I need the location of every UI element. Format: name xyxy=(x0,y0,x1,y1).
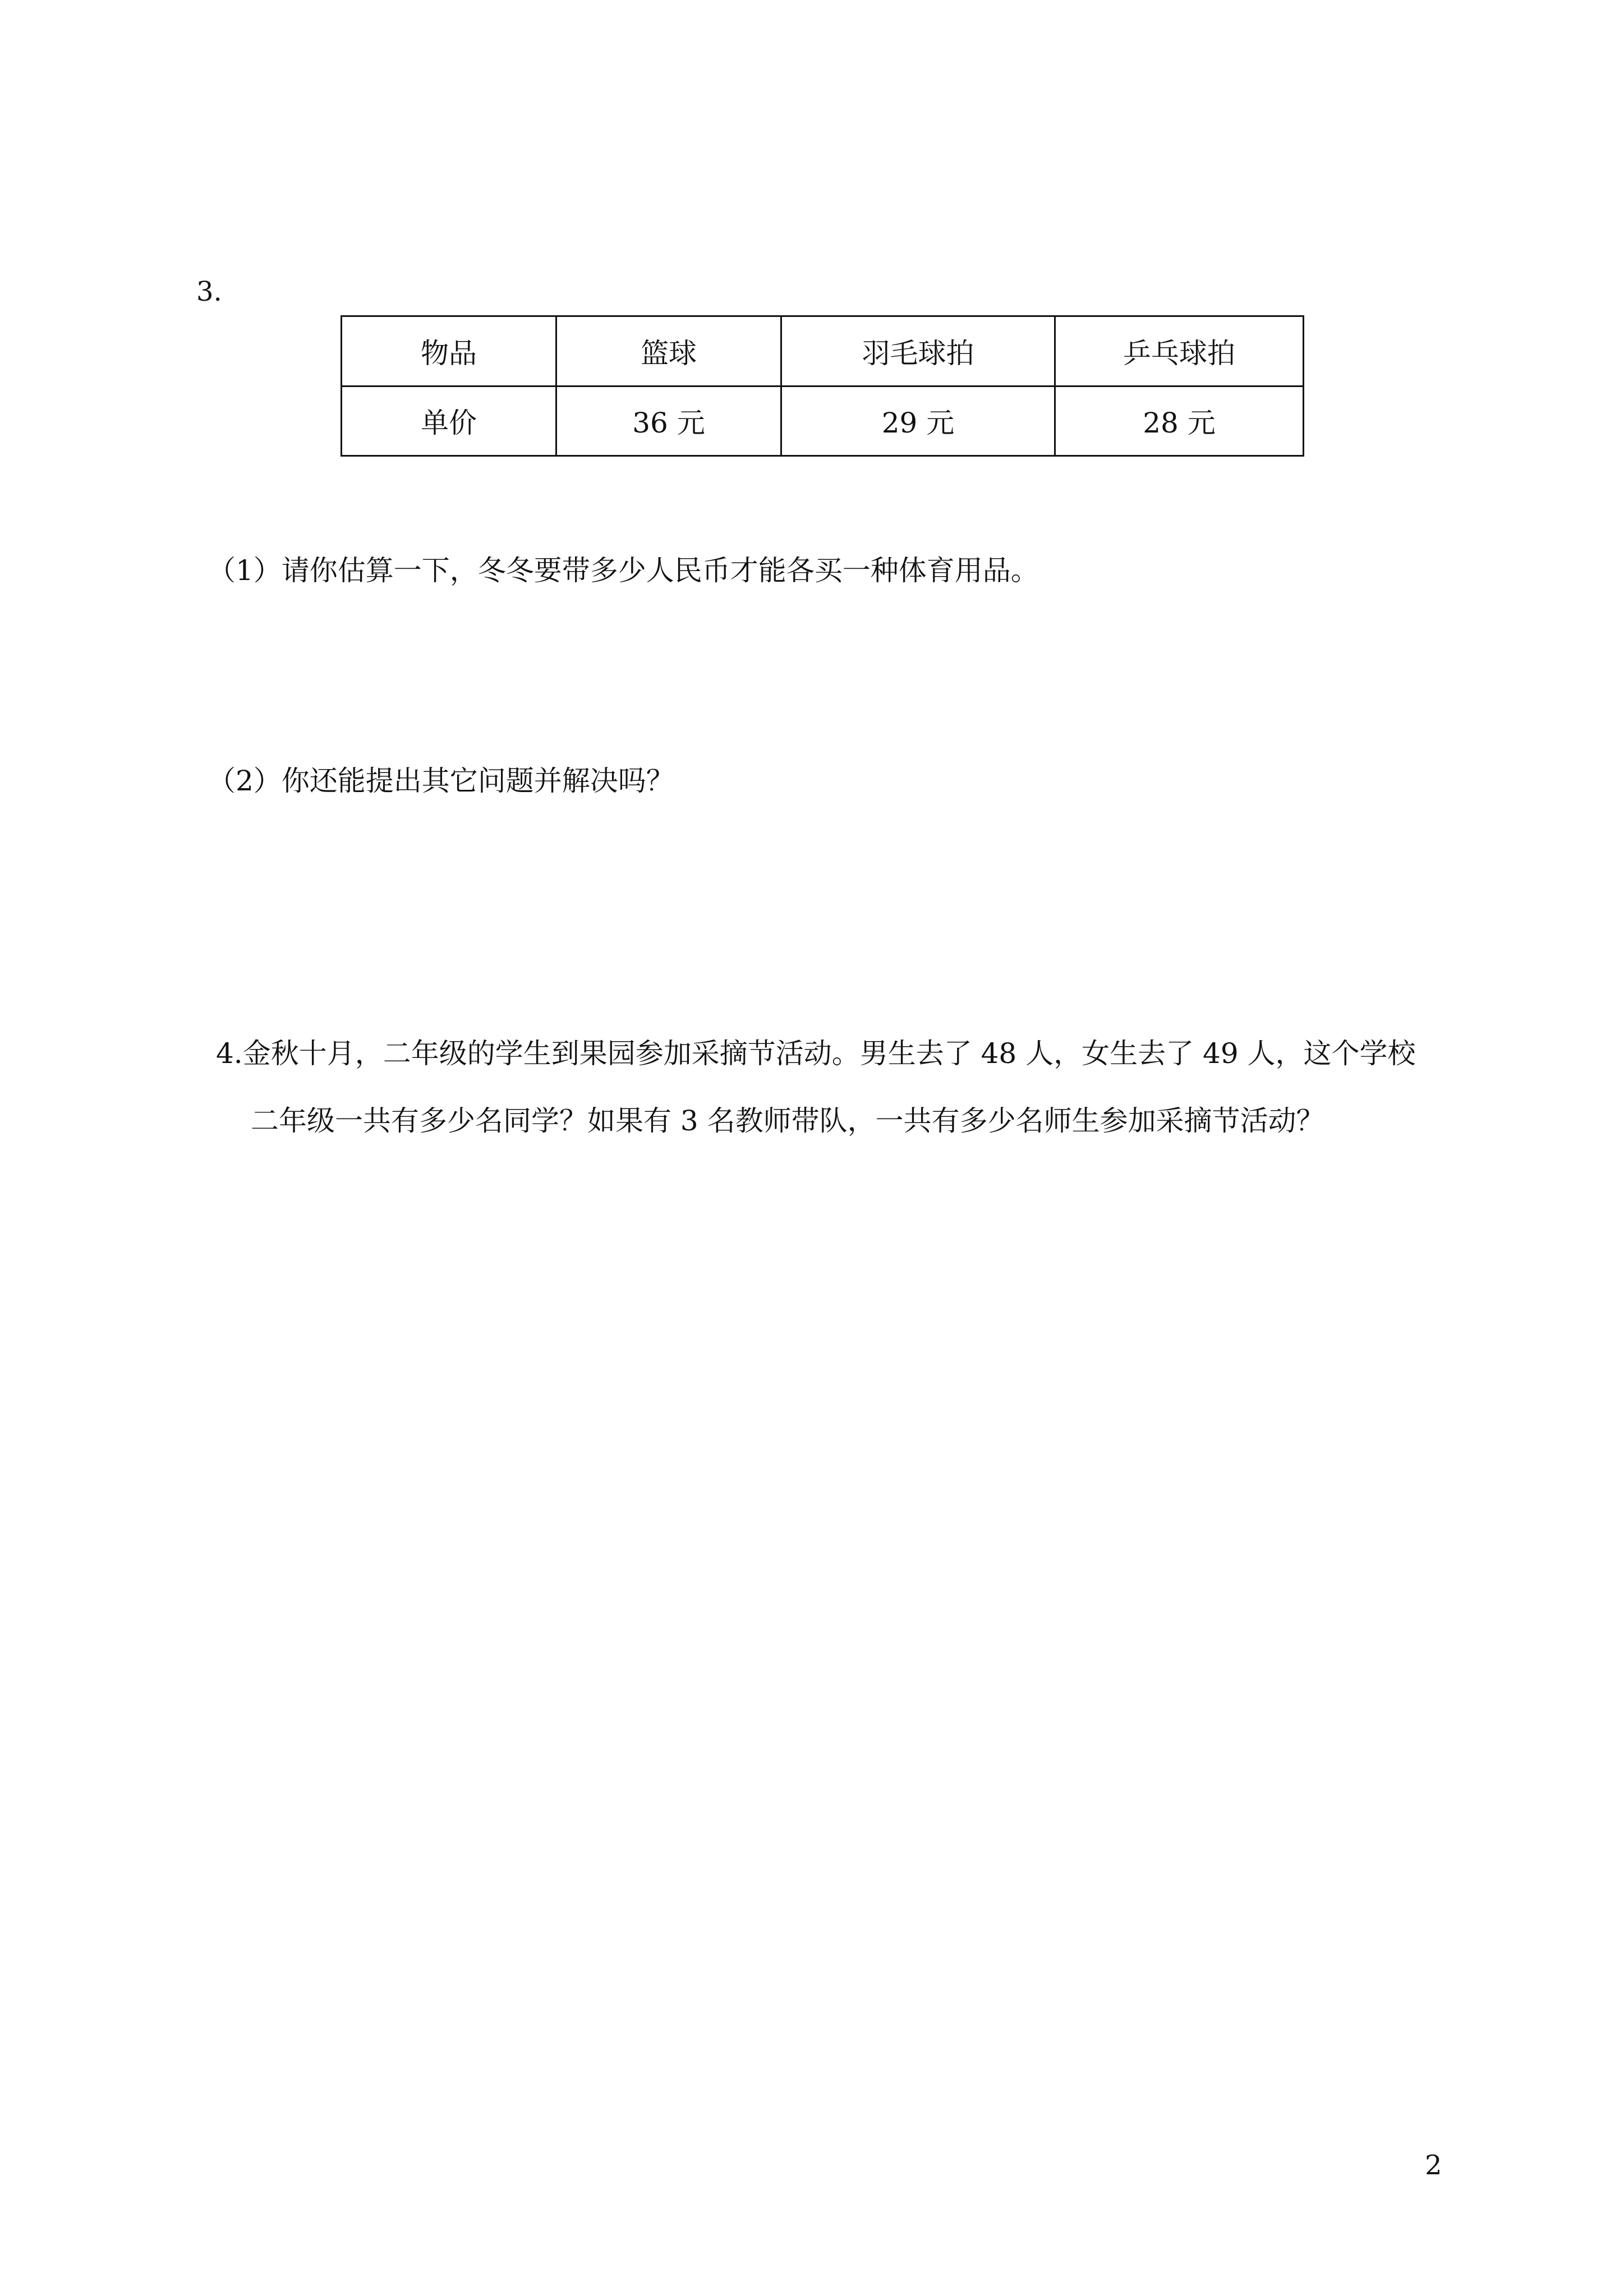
table-row-header xyxy=(342,316,1304,386)
table-cell-pingpong-paddle-price: 28 元 xyxy=(1055,386,1304,456)
question-3-number: 3. xyxy=(196,276,222,307)
table-cell-price-label: 单价 xyxy=(342,386,556,456)
table-cell-basketball-price: 36 元 xyxy=(556,386,781,456)
page-number: 2 xyxy=(1425,2150,1442,2181)
price-table xyxy=(341,315,1304,457)
table-cell-basketball: 篮球 xyxy=(556,316,781,386)
table-cell-badminton-racket-price: 29 元 xyxy=(781,386,1055,456)
question-3-part-2: （2）你还能提出其它问题并解决吗？ xyxy=(208,765,674,797)
question-3-part-1: （1）请你估算一下，冬冬要带多少人民币才能各买一种体育用品。 xyxy=(208,554,1039,587)
question-4-line-1: 4.金秋十月，二年级的学生到果园参加采摘节活动。男生去了 48 人，女生去了 49 人，这个学校 xyxy=(216,1037,1416,1070)
table-cell-badminton-racket: 羽毛球拍 xyxy=(781,316,1055,386)
table-cell-item-label: 物品 xyxy=(342,316,556,386)
table-row-price xyxy=(342,386,1304,456)
question-4-line-2: 二年级一共有多少名同学？如果有 3 名教师带队，一共有多少名师生参加采摘节活动？ xyxy=(251,1105,1324,1137)
table-cell-pingpong-paddle: 乒乓球拍 xyxy=(1055,316,1304,386)
